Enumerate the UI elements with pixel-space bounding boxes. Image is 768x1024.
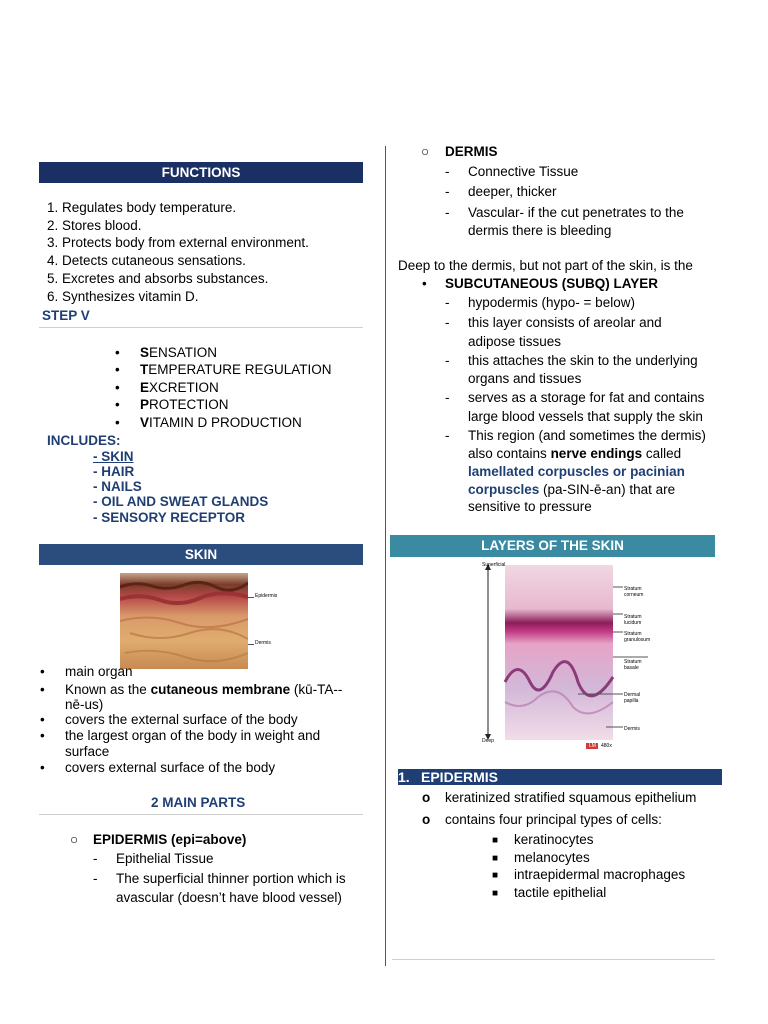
list-item: surface: [65, 744, 110, 759]
list-item: Known as the cutaneous membrane (kū-TA--: [65, 682, 343, 697]
list-item: 2. Stores blood.: [47, 218, 142, 233]
column-divider: [385, 146, 386, 966]
list-item: [422, 276, 427, 291]
list-item: [115, 345, 120, 360]
list-item: sensitive to pressure: [468, 499, 592, 514]
list-item: adipose tissues: [468, 334, 562, 349]
includes-item: - NAILS: [93, 479, 142, 494]
image-label-deep: Deep: [482, 738, 494, 744]
epidermis-title: EPIDERMIS (epi=above): [93, 832, 247, 847]
image-magnification: 480x: [601, 743, 612, 749]
dash-icon: -: [445, 315, 450, 330]
layers-header: LAYERS OF THE SKIN: [390, 535, 715, 557]
list-item: corpuscles (pa-SIN-ē-an) that are: [468, 482, 676, 497]
image-label-lucidum: Stratum lucidum: [624, 614, 642, 626]
list-item: melanocytes: [514, 850, 590, 865]
list-item: PROTECTION: [140, 397, 229, 412]
step-v-title: STEP V: [42, 308, 90, 323]
dash-icon: -: [445, 353, 450, 368]
step-v-rule: [39, 327, 363, 328]
functions-header: FUNCTIONS: [39, 162, 363, 183]
includes-item: - SENSORY RECEPTOR: [93, 510, 246, 525]
includes-item: - OIL AND SWEAT GLANDS: [93, 494, 269, 509]
list-item: keratinized stratified squamous epithelium: [445, 790, 697, 805]
circle-bullet-icon: o: [422, 812, 431, 827]
list-item: 5. Excretes and absorbs substances.: [47, 271, 269, 286]
list-item: [115, 362, 120, 377]
dash-icon: -: [445, 390, 450, 405]
subq-intro: Deep to the dermis, but not part of the skin, is the: [398, 258, 693, 273]
list-item: 3. Protects body from external environment.: [47, 235, 309, 250]
dash-icon: -: [445, 428, 450, 443]
list-item: [40, 728, 45, 743]
list-item: dermis there is bleeding: [468, 223, 612, 238]
list-item: this attaches the skin to the underlying: [468, 353, 698, 368]
image-label-dermis: Dermis: [624, 726, 640, 732]
square-bullet-icon: ■: [492, 853, 499, 864]
epidermis-section-title: EPIDERMIS: [421, 769, 499, 785]
image-label-granulosum: Stratum granulosum: [624, 631, 651, 643]
list-item: This region (and sometimes the dermis): [468, 428, 706, 443]
image-label-epidermis: Epidermis: [255, 593, 278, 599]
list-item: [40, 682, 45, 697]
image-label-superficial: Superficial: [482, 562, 506, 568]
circle-bullet-icon: ○: [421, 144, 430, 159]
list-item: avascular (doesn’t have blood vessel): [116, 890, 342, 905]
square-bullet-icon: ■: [492, 835, 499, 846]
square-bullet-icon: ■: [492, 870, 499, 881]
list-item: covers the external surface of the body: [65, 712, 298, 727]
list-item: covers external surface of the body: [65, 760, 276, 775]
list-item: 6. Synthesizes vitamin D.: [47, 289, 199, 304]
epidermis-section-number: 1.: [398, 769, 410, 785]
list-item: EXCRETION: [140, 380, 219, 395]
list-item: [40, 664, 45, 679]
image-label-corneum: Stratum corneum: [624, 586, 644, 598]
list-item: 1. Regulates body temperature.: [47, 200, 237, 215]
list-item: The superficial thinner portion which is: [116, 871, 346, 886]
skin-header: SKIN: [39, 544, 363, 565]
includes-item: - HAIR: [93, 464, 135, 479]
list-item: deeper, thicker: [468, 184, 557, 199]
list-item: [115, 397, 120, 412]
image-label-basale: Stratum basale: [624, 659, 642, 671]
list-item: [40, 760, 45, 775]
list-item: Vascular- if the cut penetrates to the: [468, 205, 684, 220]
list-item: [40, 712, 45, 727]
dash-icon: -: [93, 851, 98, 866]
list-item: also contains nerve endings called: [468, 446, 682, 461]
list-item: lamellated corpuscles or pacinian: [468, 464, 685, 479]
bottom-rule: [392, 959, 715, 960]
list-item: VITAMIN D PRODUCTION: [140, 415, 302, 430]
list-item: SENSATION: [140, 345, 218, 360]
dash-icon: -: [445, 184, 450, 199]
list-item: Epithelial Tissue: [116, 851, 214, 866]
list-item: the largest organ of the body in weight and: [65, 728, 321, 743]
list-item: hypodermis (hypo- = below): [468, 295, 635, 310]
main-parts-title: 2 MAIN PARTS: [151, 795, 246, 810]
dash-icon: -: [445, 164, 450, 179]
list-item: [115, 415, 120, 430]
subq-title: SUBCUTANEOUS (SUBQ) LAYER: [445, 276, 659, 291]
dash-icon: -: [93, 871, 98, 886]
image-label-papilla: Dermal papilla: [624, 692, 641, 704]
dash-icon: -: [445, 295, 450, 310]
dermis-title: DERMIS: [445, 144, 498, 159]
image-tag-lm: LM: [589, 743, 596, 749]
image-leader-line: [248, 597, 254, 598]
skin-cross-section-image: [120, 573, 248, 669]
includes-link-skin[interactable]: - SKIN: [93, 449, 134, 464]
list-item: Connective Tissue: [468, 164, 579, 179]
list-item: tactile epithelial: [514, 885, 607, 900]
list-item: organs and tissues: [468, 371, 582, 386]
list-item: TEMPERATURE REGULATION: [140, 362, 332, 377]
list-item: large blood vessels that supply the skin: [468, 409, 703, 424]
includes-title: INCLUDES:: [47, 433, 121, 448]
list-item: 4. Detects cutaneous sensations.: [47, 253, 246, 268]
image-label-dermis: Dermis: [255, 640, 271, 646]
list-item: nē-us): [65, 697, 104, 712]
circle-bullet-icon: ○: [70, 832, 79, 847]
list-item: keratinocytes: [514, 832, 594, 847]
list-item: main organ: [65, 664, 133, 679]
list-item: [115, 380, 120, 395]
dash-icon: -: [445, 205, 450, 220]
main-parts-rule: [39, 814, 363, 815]
list-item: this layer consists of areolar and: [468, 315, 662, 330]
list-item: serves as a storage for fat and contains: [468, 390, 705, 405]
circle-bullet-icon: o: [422, 790, 431, 805]
list-item: intraepidermal macrophages: [514, 867, 686, 882]
square-bullet-icon: ■: [492, 888, 499, 899]
list-item: contains four principal types of cells:: [445, 812, 662, 827]
image-leader-line: [248, 644, 254, 645]
